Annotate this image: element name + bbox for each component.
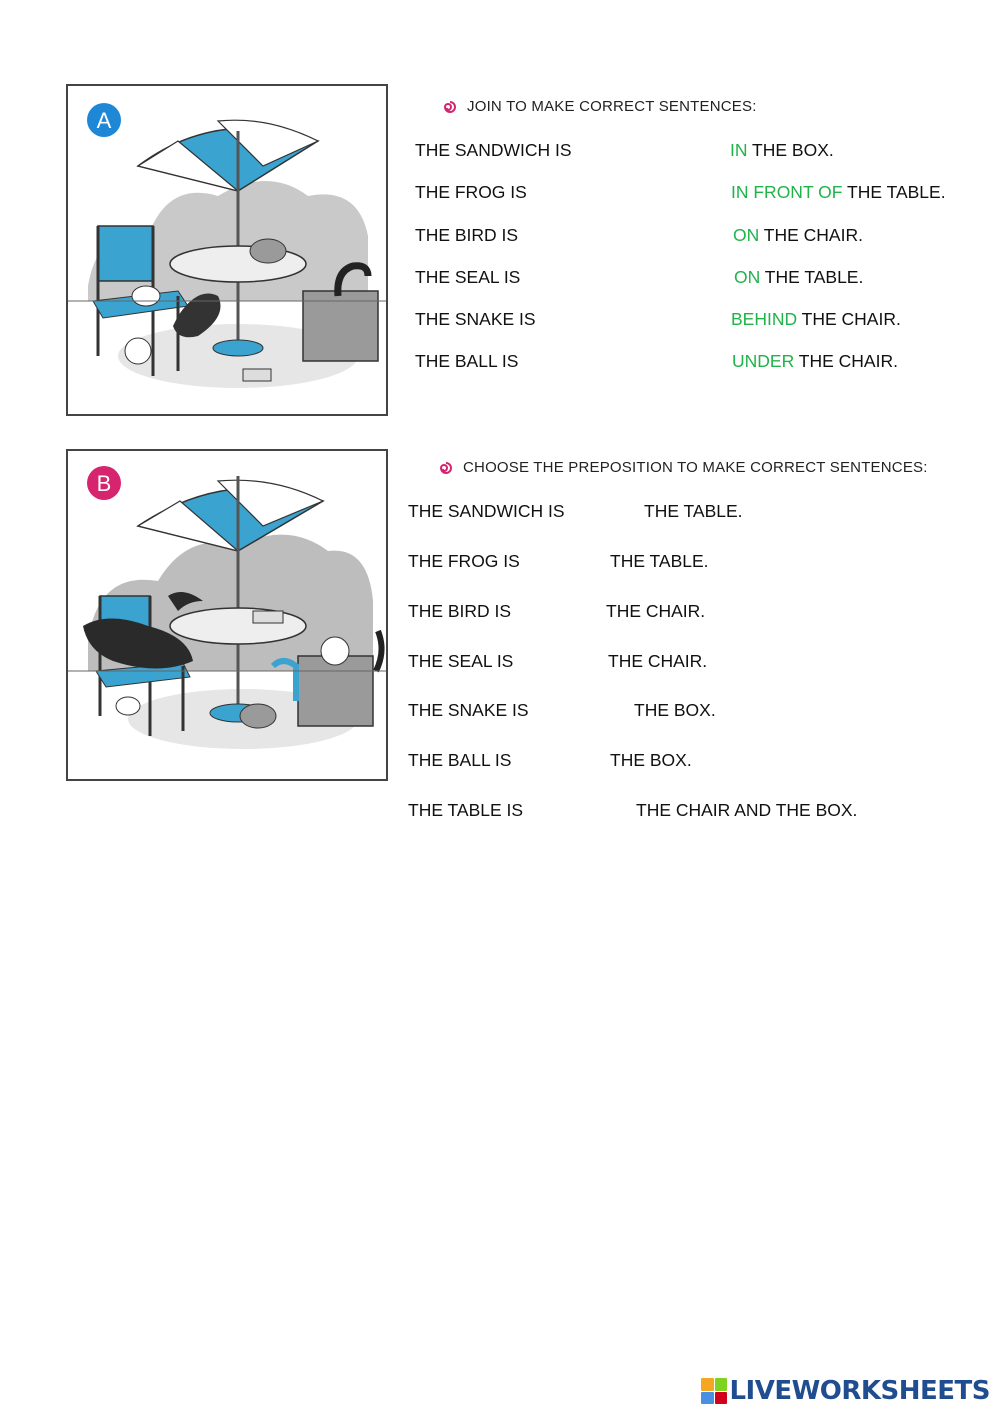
badge-a-letter: A — [96, 108, 112, 133]
swirl-bullet-icon — [439, 461, 453, 475]
a-prep-6: UNDER — [732, 351, 795, 371]
instruction-b — [439, 459, 928, 476]
liveworksheets-brand[interactable] — [701, 1376, 990, 1406]
instruction-b-text: CHOOSE THE PREPOSITION TO MAKE CORRECT SENTENCES: — [463, 459, 928, 476]
instruction-a-text: JOIN TO MAKE CORRECT SENTENCES: — [467, 98, 757, 115]
a-ending-2[interactable] — [731, 182, 946, 203]
a-rest-6: THE CHAIR. — [794, 351, 898, 371]
a-subject-1[interactable]: THE SANDWICH IS — [415, 140, 572, 160]
b-subject-2: THE FROG IS — [408, 551, 520, 571]
a-rest-5: THE CHAIR. — [797, 309, 901, 329]
instruction-a — [443, 98, 757, 115]
b-object-7: THE CHAIR AND THE BOX. — [636, 800, 858, 820]
a-prep-3: ON — [733, 225, 760, 245]
a-rest-3: THE CHAIR. — [759, 225, 863, 245]
a-rest-1: THE BOX. — [747, 140, 834, 160]
b-subject-7: THE TABLE IS — [408, 800, 524, 820]
b-subject-3: THE BIRD IS — [408, 601, 512, 621]
a-subject-3[interactable]: THE BIRD IS — [415, 225, 519, 245]
b-object-3: THE CHAIR. — [606, 601, 706, 621]
a-subject-5[interactable]: THE SNAKE IS — [415, 309, 536, 329]
a-ending-3[interactable] — [733, 225, 863, 246]
scene-a-illustration — [66, 84, 388, 416]
scene-b-illustration — [66, 449, 388, 781]
a-prep-1: IN — [730, 140, 748, 160]
a-ending-4[interactable] — [734, 267, 863, 288]
b-object-6: THE BOX. — [610, 750, 692, 770]
a-ending-6[interactable] — [732, 351, 898, 372]
badge-a-icon — [86, 102, 122, 138]
b-subject-4: THE SEAL IS — [408, 651, 514, 671]
b-object-4: THE CHAIR. — [608, 651, 708, 671]
a-subject-4[interactable]: THE SEAL IS — [415, 267, 521, 287]
badge-b-icon — [86, 465, 122, 501]
a-rest-2: THE TABLE. — [842, 182, 946, 202]
a-ending-1[interactable] — [730, 140, 834, 161]
b-subject-5: THE SNAKE IS — [408, 700, 529, 720]
brand-name: LIVEWORKSHEETS — [729, 1376, 990, 1406]
swirl-bullet-icon — [443, 100, 457, 114]
b-subject-1: THE SANDWICH IS — [408, 501, 565, 521]
a-subject-2[interactable]: THE FROG IS — [415, 182, 527, 202]
liveworksheets-logo-icon — [701, 1378, 727, 1404]
a-prep-5: BEHIND — [731, 309, 798, 329]
a-subject-6[interactable]: THE BALL IS — [415, 351, 519, 371]
b-subject-6: THE BALL IS — [408, 750, 512, 770]
badge-b-letter: B — [96, 471, 112, 496]
a-rest-4: THE TABLE. — [760, 267, 864, 287]
b-object-1: THE TABLE. — [644, 501, 743, 521]
a-prep-4: ON — [734, 267, 761, 287]
a-prep-2: IN FRONT OF — [731, 182, 843, 202]
b-object-2: THE TABLE. — [610, 551, 709, 571]
b-object-5: THE BOX. — [634, 700, 716, 720]
a-ending-5[interactable] — [731, 309, 901, 330]
